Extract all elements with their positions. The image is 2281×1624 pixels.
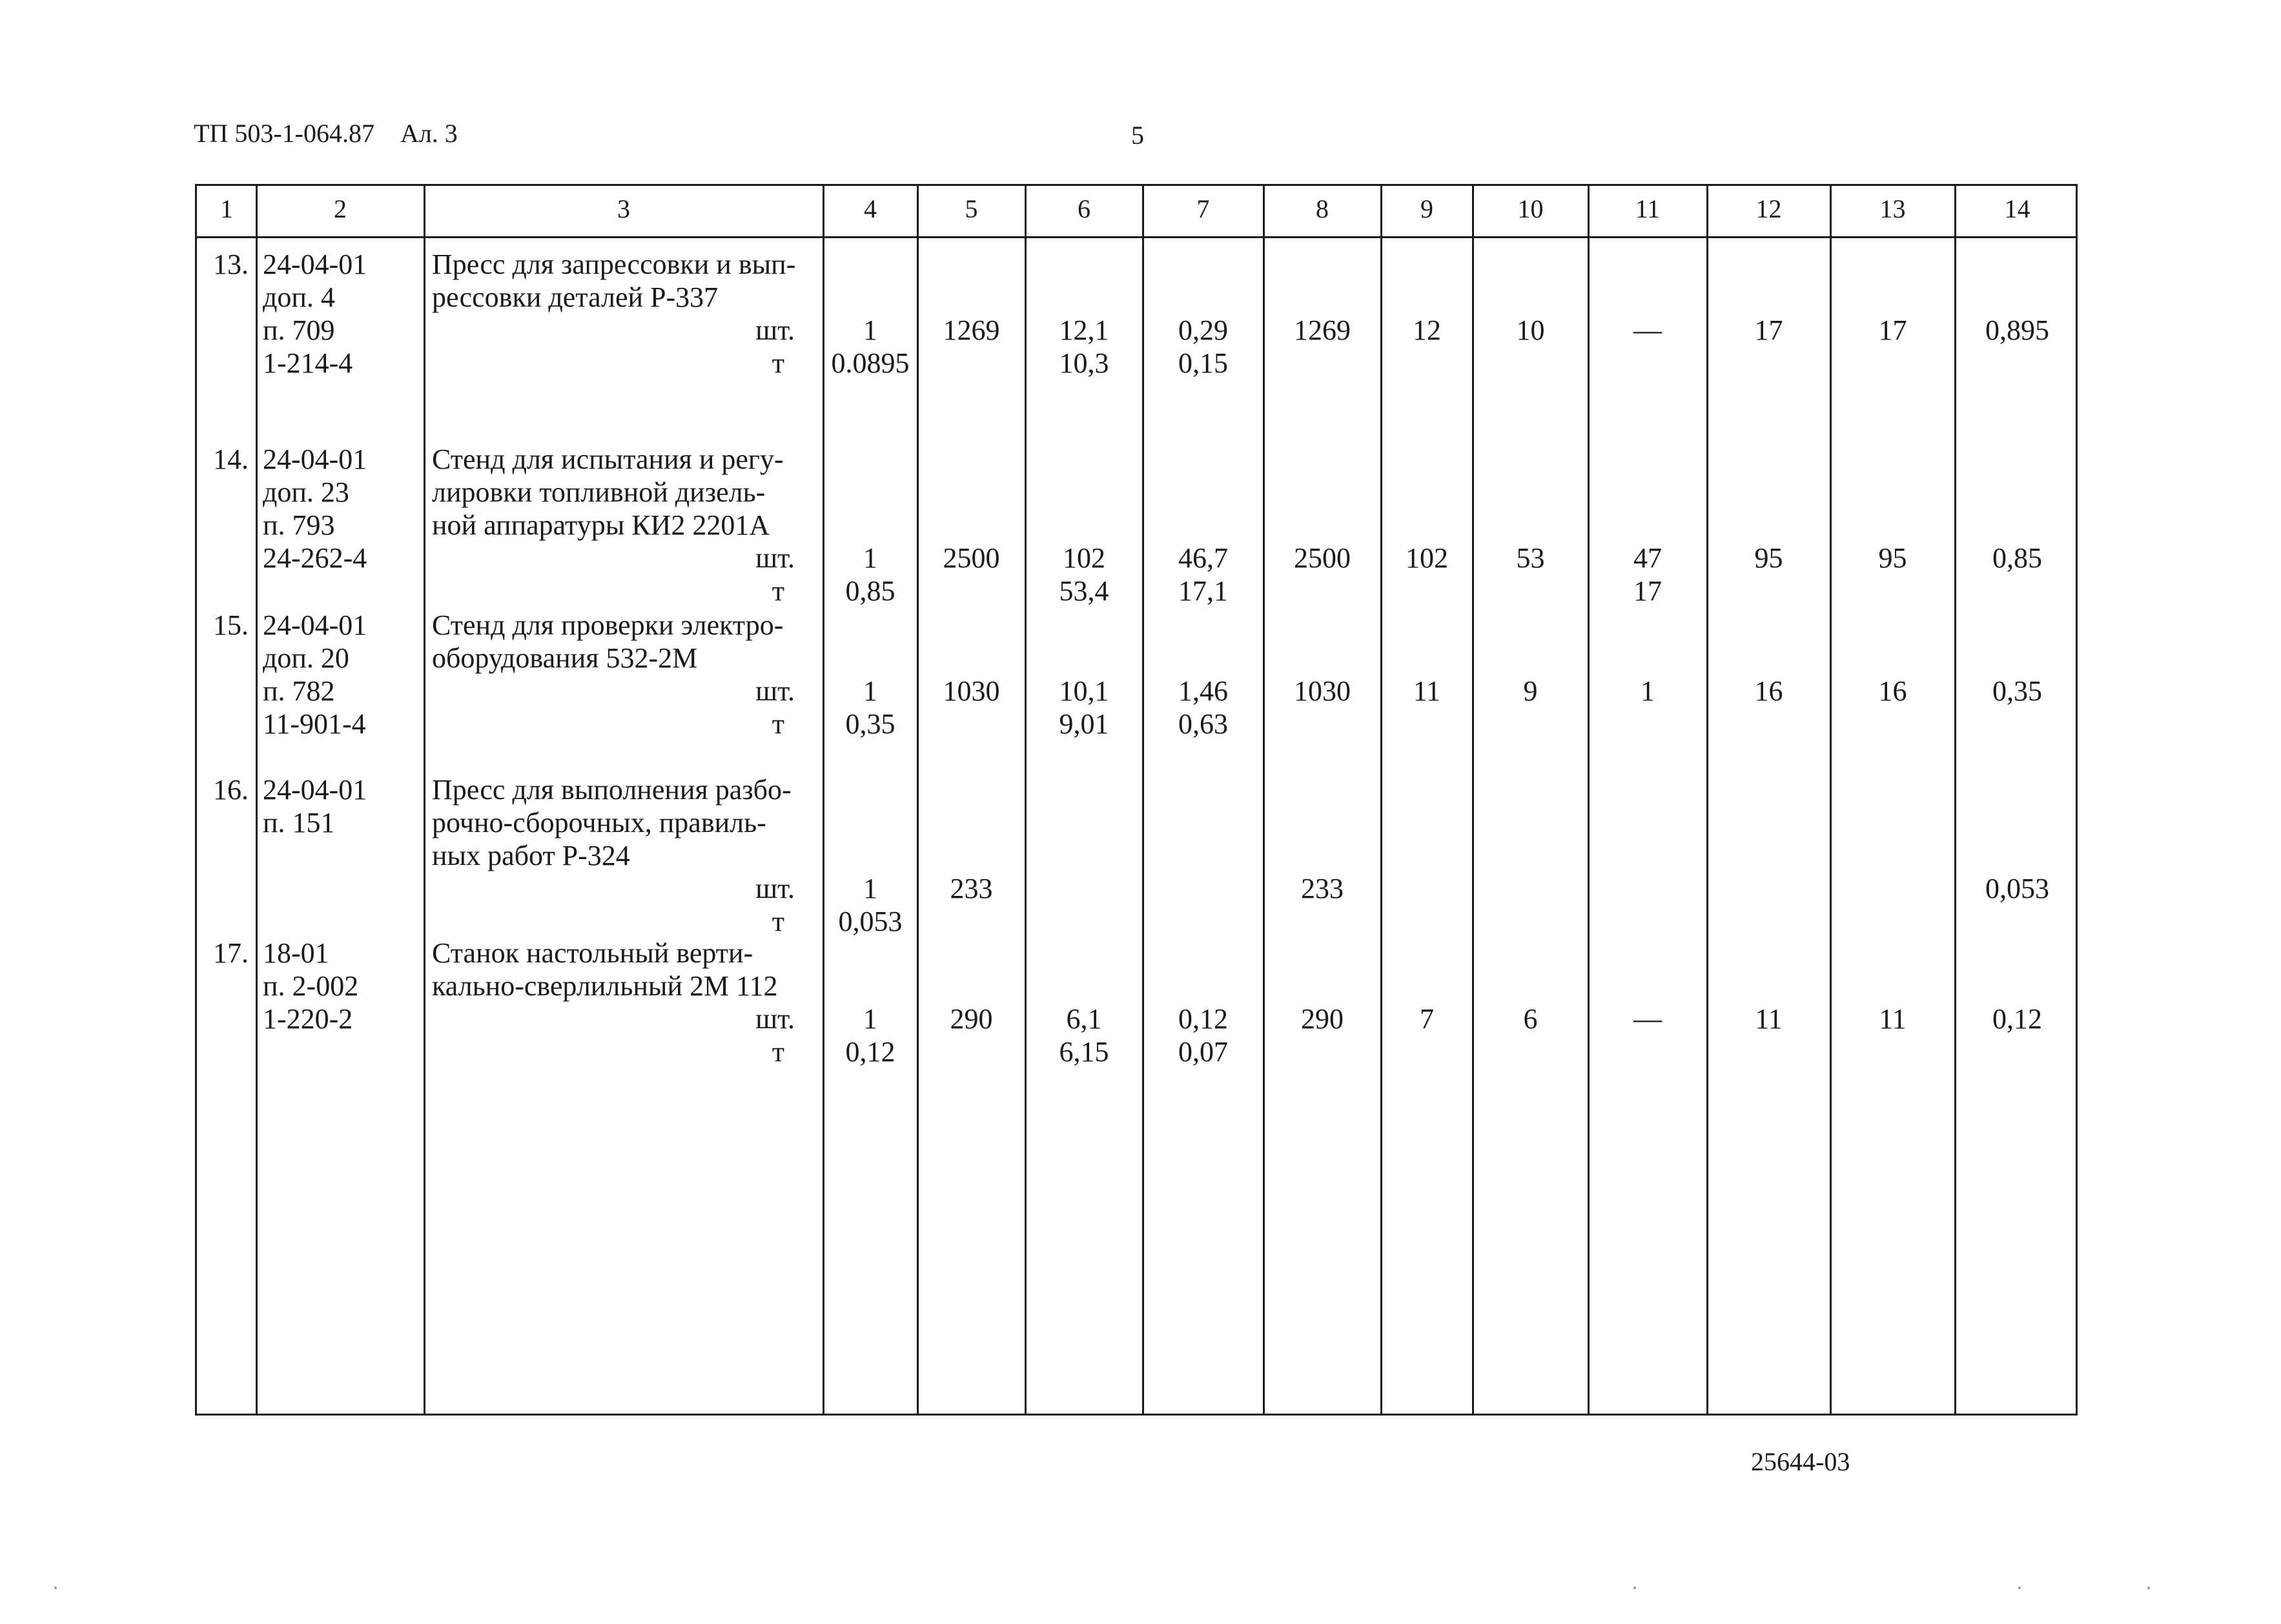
scan-speck xyxy=(2147,1587,2150,1589)
value-col-7: 0,07 xyxy=(1178,1036,1228,1068)
column-header-1: 1 xyxy=(220,194,233,223)
unit-tonnes: т xyxy=(772,906,784,937)
reference-code: 1-214-4 xyxy=(263,347,353,379)
equipment-name-line: лировки топливной дизель- xyxy=(432,476,766,508)
column-divider xyxy=(1706,186,1708,1414)
value-col-11: 47 xyxy=(1633,542,1662,574)
value-col-6: 102 xyxy=(1063,542,1105,574)
equipment-name-line: Стенд для проверки электро- xyxy=(432,609,784,641)
column-header-11: 11 xyxy=(1635,194,1661,223)
reference-code: 1-220-2 xyxy=(263,1003,353,1035)
column-header-3: 3 xyxy=(617,194,630,223)
value-col-6: 6,1 xyxy=(1066,1003,1102,1035)
value-col-6: 10,3 xyxy=(1059,347,1109,379)
value-col-9: 11 xyxy=(1413,675,1441,707)
column-header-5: 5 xyxy=(965,194,978,223)
column-header-14: 14 xyxy=(2004,194,2030,223)
quantity-and-weight: 0,85 xyxy=(845,575,895,607)
column-header-4: 4 xyxy=(864,194,877,223)
value-col-6: 12,1 xyxy=(1059,314,1109,346)
reference-codes xyxy=(263,248,367,380)
column-header-10: 10 xyxy=(1517,194,1544,223)
unit-tonnes: т xyxy=(772,1036,784,1068)
page-number: 5 xyxy=(1131,121,1144,150)
value-col-6: 9,01 xyxy=(1059,708,1109,740)
value-col-5: 233 xyxy=(950,873,993,904)
value-col-12: 16 xyxy=(1754,675,1783,707)
value-col-10: 53 xyxy=(1516,542,1545,574)
value-col-10: 9 xyxy=(1523,675,1538,707)
unit-tonnes: т xyxy=(772,708,784,740)
value-col-11: 17 xyxy=(1633,575,1662,607)
value-col-14: 0,12 xyxy=(1992,1003,2042,1035)
unit-pieces: шт. xyxy=(755,542,795,574)
value-col-13: 17 xyxy=(1878,314,1907,346)
reference-code: 11-901-4 xyxy=(263,708,366,740)
column-header-13: 13 xyxy=(1879,194,1906,223)
column-divider xyxy=(1954,186,1956,1414)
value-col-14: 0,35 xyxy=(1992,675,2042,707)
equipment-name xyxy=(432,937,778,1002)
equipment-name xyxy=(432,773,792,872)
unit-pieces: шт. xyxy=(755,314,795,346)
value-col-8: 1030 xyxy=(1294,675,1351,707)
value-col-7: 17,1 xyxy=(1178,575,1228,607)
equipment-name-line: рочно-сборочных, правиль- xyxy=(432,807,766,838)
column-divider xyxy=(1380,186,1382,1414)
reference-code: доп. 20 xyxy=(263,642,349,674)
reference-code: п. 782 xyxy=(263,675,335,707)
value-col-5: 2500 xyxy=(943,542,1000,574)
equipment-name-line: Пресс для запрессовки и вып- xyxy=(432,249,796,280)
unit-pieces: шт. xyxy=(755,873,795,904)
row-number: 17. xyxy=(213,937,249,969)
reference-code: 24-04-01 xyxy=(263,774,367,806)
equipment-name-line: рессовки деталей Р-337 xyxy=(432,281,719,313)
column-divider xyxy=(1588,186,1590,1414)
row-number: 15. xyxy=(213,609,249,641)
value-col-8: 1269 xyxy=(1294,314,1351,346)
reference-code: доп. 23 xyxy=(263,476,349,508)
quantity-and-weight: 0.0895 xyxy=(831,347,910,379)
value-col-10: 6 xyxy=(1523,1003,1538,1035)
reference-code: п. 709 xyxy=(263,314,335,346)
reference-code: п. 793 xyxy=(263,509,335,541)
quantity-and-weight: 0,053 xyxy=(838,906,903,937)
column-header-9: 9 xyxy=(1420,194,1433,223)
quantity-and-weight: 1 xyxy=(863,1003,877,1035)
equipment-name-line: Пресс для выполнения разбо- xyxy=(432,774,792,806)
value-col-11: — xyxy=(1633,314,1662,346)
quantity-and-weight: 1 xyxy=(863,314,877,346)
quantity-and-weight: 1 xyxy=(863,873,877,904)
value-col-12: 95 xyxy=(1754,542,1783,574)
value-col-5: 290 xyxy=(950,1003,993,1035)
value-col-10: 10 xyxy=(1516,314,1545,346)
row-number: 16. xyxy=(213,774,249,806)
value-col-8: 290 xyxy=(1301,1003,1344,1035)
unit-tonnes: т xyxy=(772,575,784,607)
quantity-and-weight: 0,35 xyxy=(845,708,895,740)
value-col-8: 2500 xyxy=(1294,542,1351,574)
reference-code: п. 2-002 xyxy=(263,970,359,1002)
reference-codes xyxy=(263,443,367,574)
row-number: 13. xyxy=(213,249,249,280)
column-divider xyxy=(1830,186,1832,1414)
value-col-6: 6,15 xyxy=(1059,1036,1109,1068)
equipment-name xyxy=(432,443,784,542)
value-col-11: — xyxy=(1633,1003,1662,1035)
reference-code: 18-01 xyxy=(263,937,329,969)
reference-codes xyxy=(263,937,358,1035)
value-col-6: 10,1 xyxy=(1059,675,1109,707)
value-col-6: 53,4 xyxy=(1059,575,1109,607)
column-header-8: 8 xyxy=(1316,194,1329,223)
reference-code: 24-04-01 xyxy=(263,249,367,280)
value-col-7: 0,63 xyxy=(1178,708,1228,740)
row-number: 14. xyxy=(213,443,249,475)
value-col-5: 1269 xyxy=(943,314,1000,346)
value-col-13: 11 xyxy=(1879,1003,1907,1035)
reference-codes xyxy=(263,609,367,740)
quantity-and-weight: 0,12 xyxy=(845,1036,895,1068)
column-divider xyxy=(1472,186,1474,1414)
value-col-12: 17 xyxy=(1754,314,1783,346)
unit-pieces: шт. xyxy=(755,675,795,707)
value-col-5: 1030 xyxy=(943,675,1000,707)
column-header-12: 12 xyxy=(1755,194,1782,223)
value-col-11: 1 xyxy=(1641,675,1655,707)
value-col-13: 16 xyxy=(1878,675,1907,707)
value-col-13: 95 xyxy=(1878,542,1907,574)
value-col-7: 1,46 xyxy=(1178,675,1228,707)
unit-tonnes: т xyxy=(772,347,784,379)
column-divider xyxy=(256,186,258,1414)
value-col-7: 0,12 xyxy=(1178,1003,1228,1035)
equipment-name-line: оборудования 532-2М xyxy=(432,642,698,674)
equipment-name xyxy=(432,248,795,314)
equipment-name-line: Стенд для испытания и регу- xyxy=(432,443,784,475)
value-col-14: 0,053 xyxy=(1985,873,2049,904)
column-header-6: 6 xyxy=(1078,194,1090,223)
reference-code: доп. 4 xyxy=(263,281,335,313)
value-col-7: 46,7 xyxy=(1178,542,1228,574)
value-col-8: 233 xyxy=(1301,873,1344,904)
equipment-name-line: кально-сверлильный 2М 112 xyxy=(432,970,778,1002)
quantity-and-weight: 1 xyxy=(863,675,877,707)
column-header-7: 7 xyxy=(1196,194,1210,223)
reference-code: п. 151 xyxy=(263,807,335,838)
document-code: ТП 503-1-064.87 Ал. 3 xyxy=(194,119,458,148)
equipment-name-line: ной аппаратуры КИ2 2201А xyxy=(432,509,770,541)
scan-speck xyxy=(1633,1587,1636,1589)
value-col-7: 0,15 xyxy=(1178,347,1228,379)
quantity-and-weight: 1 xyxy=(863,542,877,574)
reference-code: 24-04-01 xyxy=(263,609,367,641)
unit-pieces: шт. xyxy=(755,1003,795,1035)
equipment-name-line: ных работ Р-324 xyxy=(432,840,630,871)
value-col-12: 11 xyxy=(1755,1003,1783,1035)
reference-code: 24-04-01 xyxy=(263,443,367,475)
value-col-7: 0,29 xyxy=(1178,314,1228,346)
reference-code: 24-262-4 xyxy=(263,542,367,574)
scan-speck xyxy=(54,1587,57,1589)
footer-code: 25644-03 xyxy=(1751,1447,1850,1476)
value-col-9: 102 xyxy=(1406,542,1448,574)
value-col-9: 12 xyxy=(1413,314,1441,346)
value-col-14: 0,85 xyxy=(1992,542,2042,574)
specification-table xyxy=(195,184,2078,1416)
value-col-9: 7 xyxy=(1420,1003,1434,1035)
column-header-2: 2 xyxy=(334,194,347,223)
reference-codes xyxy=(263,773,367,839)
equipment-name xyxy=(432,609,783,675)
scan-speck xyxy=(2018,1587,2021,1589)
equipment-name-line: Станок настольный верти- xyxy=(432,937,753,969)
header-divider xyxy=(197,236,2076,238)
value-col-14: 0,895 xyxy=(1985,314,2049,346)
